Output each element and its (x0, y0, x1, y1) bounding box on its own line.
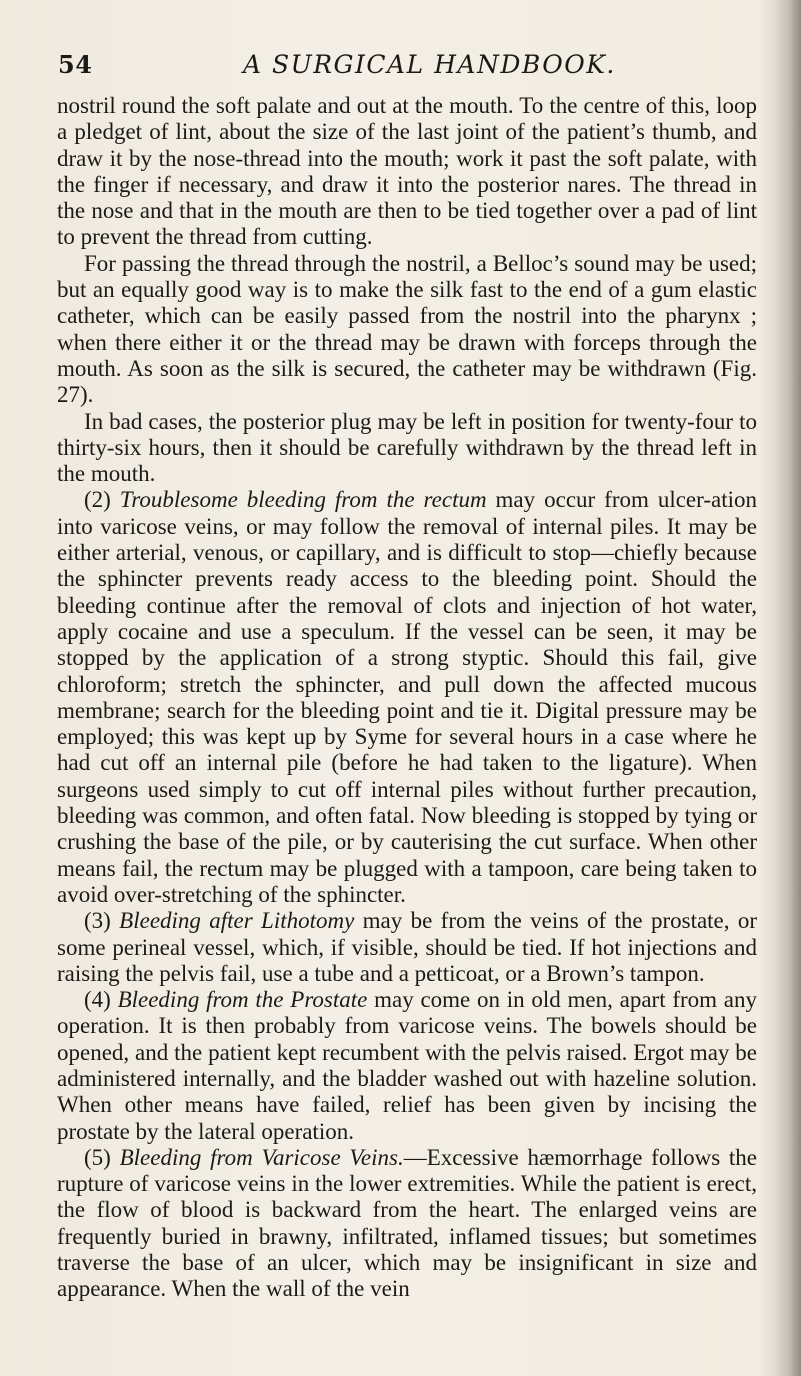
section-title: Bleeding after Lithotomy (119, 908, 355, 934)
paragraph-1: nostril round the soft palate and out at the mouth. To the centre of this, loop a pledget of lint, about the size of the last joint of the patient’s thumb, and draw it by the nose-thread into the mouth; work it past the soft palate, with the finger if necessary, and draw it into the posterior nares. The thread in the nose and that in the mouth are then to be tied together over a pad of lint to prevent the thread from cutting. (57, 93, 757, 250)
section-title: Bleeding from Varicose Veins. (119, 1144, 404, 1170)
page-number: 54 (58, 50, 93, 79)
section-title: Troublesome bleeding from the rectum (119, 487, 487, 513)
paragraph-7 (57, 1145, 757, 1303)
paragraph-2: For passing the thread through the nostril, a Belloc’s sound may be used; but an equally good way is to make the silk fast to the end of a gum elastic catheter, which can be easily passed from the nostril into the pharynx ; when there either it or the thread may be drawn with forceps through the mouth. As soon as the silk is secured, the catheter may be withdrawn (Fig. 27). (57, 250, 757, 408)
section-text: may occur from ulcer-ation into varicose veins, or may follow the removal of internal piles. It may be either arterial, venous, or capillary, and is difficult to stop—chiefly because the sphincter prevents ready access to the bleeding point. Should the bleeding continue after the removal of clots and injection of hot water, apply cocaine and use a speculum. If the vessel can be seen, it may be stopped by the application of a strong styptic. Should this fail, give chloroform; stretch the sphincter, and pull down the affected mucous membrane; search for the bleeding point and tie it. Digital pressure may be employed; this was kept up by Syme for several hours in a case where he had cut off an internal pile (before he had taken to the ligature). When surgeons used simply to cut off internal piles without further precaution, bleeding was common, and often fatal. Now bleeding is stopped by tying or crushing the base of the pile, or by cauterising the cut surface. When other means fail, the rectum may be plugged with a tampoon, care being taken to avoid over-stretching of the sphincter. (57, 487, 757, 907)
section-text: —Excessive hæmorrhage follows the rupture of varicose veins in the lower extremities. While the patient is erect, the flow of blood is backward from the heart. The enlarged veins are frequently buried in brawny, infiltrated, inflamed tissues; but sometimes traverse the base of an ulcer, which may be insignificant in size and appearance. When the wall of the vein (57, 1144, 758, 1302)
running-title: A SURGICAL HANDBOOK. (243, 50, 616, 79)
page-edge-shadow (759, 0, 801, 1376)
paragraph-6 (57, 987, 757, 1145)
paragraph-4 (57, 487, 757, 908)
section-text: may come on in old men, apart from any operation. It is then probably from varicose veins. The bowels should be opened, and the patient kept recumbent with the pelvis raised. Ergot may be administered internally, and the bladder washed out with hazeline solution. When other means have failed, relief has been given by incising the prostate by the lateral operation. (57, 987, 758, 1144)
section-number: (2) (84, 487, 111, 513)
section-number: (4) (84, 987, 111, 1013)
section-text: may be from the veins of the prostate, or some perineal vessel, which, if visible, should be tied. If hot injections and raising the pelvis fail, use a tube and a petticoat, or a Brown’s tampon. (57, 908, 758, 986)
section-title: Bleeding from the Prostate (117, 987, 368, 1013)
running-head (58, 50, 758, 90)
section-number: (5) (84, 1144, 111, 1170)
body-text (57, 93, 757, 1303)
section-number: (3) (84, 908, 111, 934)
paragraph-3: In bad cases, the posterior plug may be left in position for twenty-four to thirty-six hours, then it should be carefully withdrawn by the thread left in the mouth. (57, 408, 757, 487)
paragraph-5 (57, 908, 757, 987)
